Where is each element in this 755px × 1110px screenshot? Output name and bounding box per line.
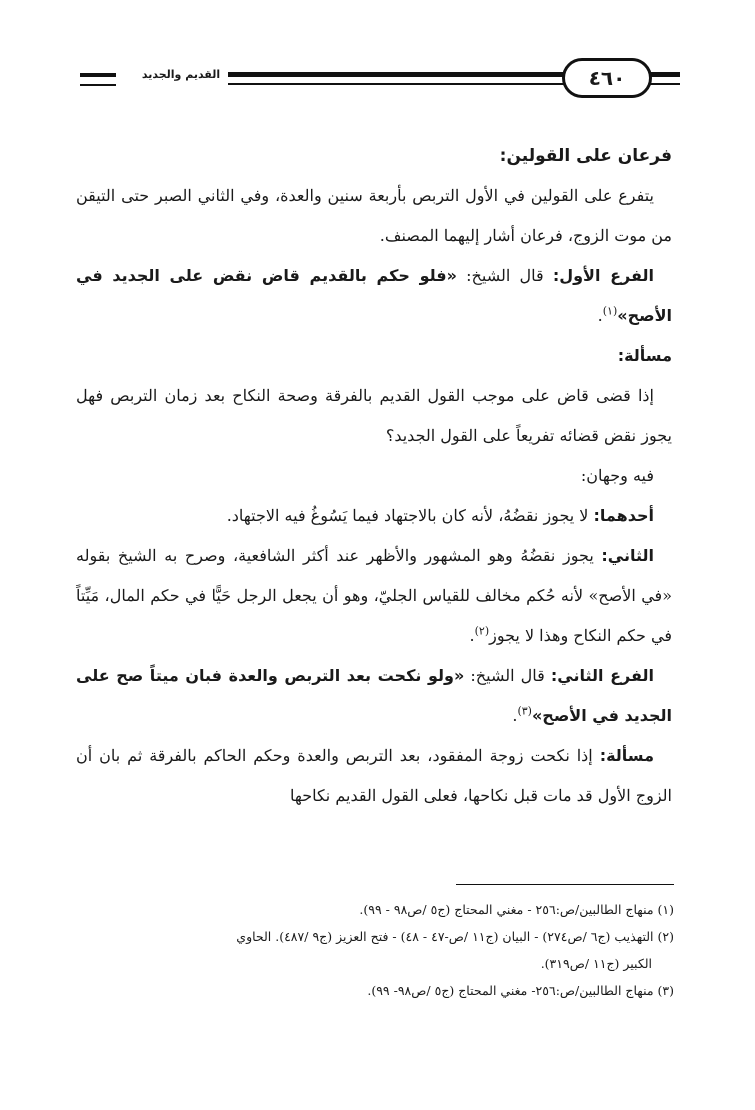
- punctuation: .: [469, 626, 475, 645]
- paragraph: يتفرع على القولين في الأول التربص بأربعة سنين والعدة، وفي الثاني الصبر حتى التيقن من موت الزوج، فرعان أشار إليهما المصنف.: [76, 186, 672, 245]
- footnote-ref-2: (٢): [474, 624, 490, 638]
- first-branch-text: قال الشيخ:: [456, 266, 553, 285]
- header-title: القديم والجديد: [141, 68, 221, 81]
- paragraph-first-branch: [76, 256, 672, 336]
- issue-label-2: مسألة:: [599, 746, 654, 765]
- paragraph: فيه وجهان:: [580, 466, 654, 485]
- second-view-text: يجوز نقضُهُ وهو المشهور والأظهر عند أكثر الشافعية، وصرح به الشيخ بقوله «في الأصح» لأنه حُكم مخالف للقياس الجليّ، وهو أن يجعل الرجل حَيًّا في حكم المال، مَيِّتاً في حكم النكاح وهذا لا يجوز: [76, 546, 672, 645]
- first-branch-quote: «فلو حكم بالقديم قاض نقض على الجديد في الأصح»: [76, 266, 672, 325]
- section-heading: فرعان على القولين:: [499, 146, 672, 166]
- paragraph-second-branch: [76, 656, 672, 736]
- page-number: ٤٦٠: [562, 58, 652, 98]
- main-text: [76, 136, 672, 816]
- page-header: [78, 58, 682, 98]
- footnote-2-continued: الكبير (ج١١ /ص٣١٩).: [540, 956, 652, 971]
- issue-label: مسألة:: [617, 346, 672, 365]
- second-view-label: الثاني:: [601, 546, 654, 565]
- footnote-3: (٣) منهاج الطالبين/ص:٢٥٦- مغني المحتاج (ج٥ /ص٩٨- ٩٩).: [367, 983, 674, 998]
- header-ornament-left: [80, 73, 116, 86]
- paragraph-issue-2: [76, 736, 672, 816]
- first-view-label: أحدهما:: [593, 506, 654, 525]
- first-view-text: لا يجوز نقضُهُ، لأنه كان بالاجتهاد فيما يَسُوغُ فيه الاجتهاد.: [226, 506, 594, 525]
- paragraph: إذا قضى قاض على موجب القول القديم بالفرقة وصحة النكاح بعد زمان التربص فهل يجوز نقض قضائه تفريعاً على القول الجديد؟: [76, 386, 672, 445]
- second-branch-text: قال الشيخ:: [464, 666, 551, 685]
- first-branch-label: الفرع الأول:: [552, 266, 654, 285]
- punctuation: .: [512, 706, 518, 725]
- footnote-ref-1: (١): [602, 304, 618, 318]
- second-branch-quote: «ولو نكحت بعد التربص والعدة فبان ميتاً صح على الجديد في الأصح»: [76, 666, 672, 725]
- punctuation: .: [597, 306, 603, 325]
- footnote-1: (١) منهاج الطالبين/ص:٢٥٦ - مغني المحتاج (ج٥ /ص٩٨ - ٩٩).: [359, 902, 674, 917]
- footnote-ref-3: (٣): [517, 704, 532, 718]
- footnotes: [76, 896, 674, 1004]
- second-branch-label: الفرع الثاني:: [550, 666, 655, 685]
- footnote-divider: [456, 884, 674, 885]
- issue-2-text: إذا نكحت زوجة المفقود، بعد التربص والعدة وحكم الحاكم بالفرقة ثم بان أن الزوج الأول قد مات قبل نكاحها، فعلى القول القديم نكاحها: [76, 746, 672, 805]
- paragraph-first-view: [76, 496, 672, 536]
- paragraph-second-view: [76, 536, 672, 656]
- footnote-2: (٢) التهذيب (ج٦ /ص٢٧٤) - البيان (ج١١ /ص-٤٧ - ٤٨) - فتح العزيز (ج٩ /٤٨٧). الحاوي: [236, 929, 674, 944]
